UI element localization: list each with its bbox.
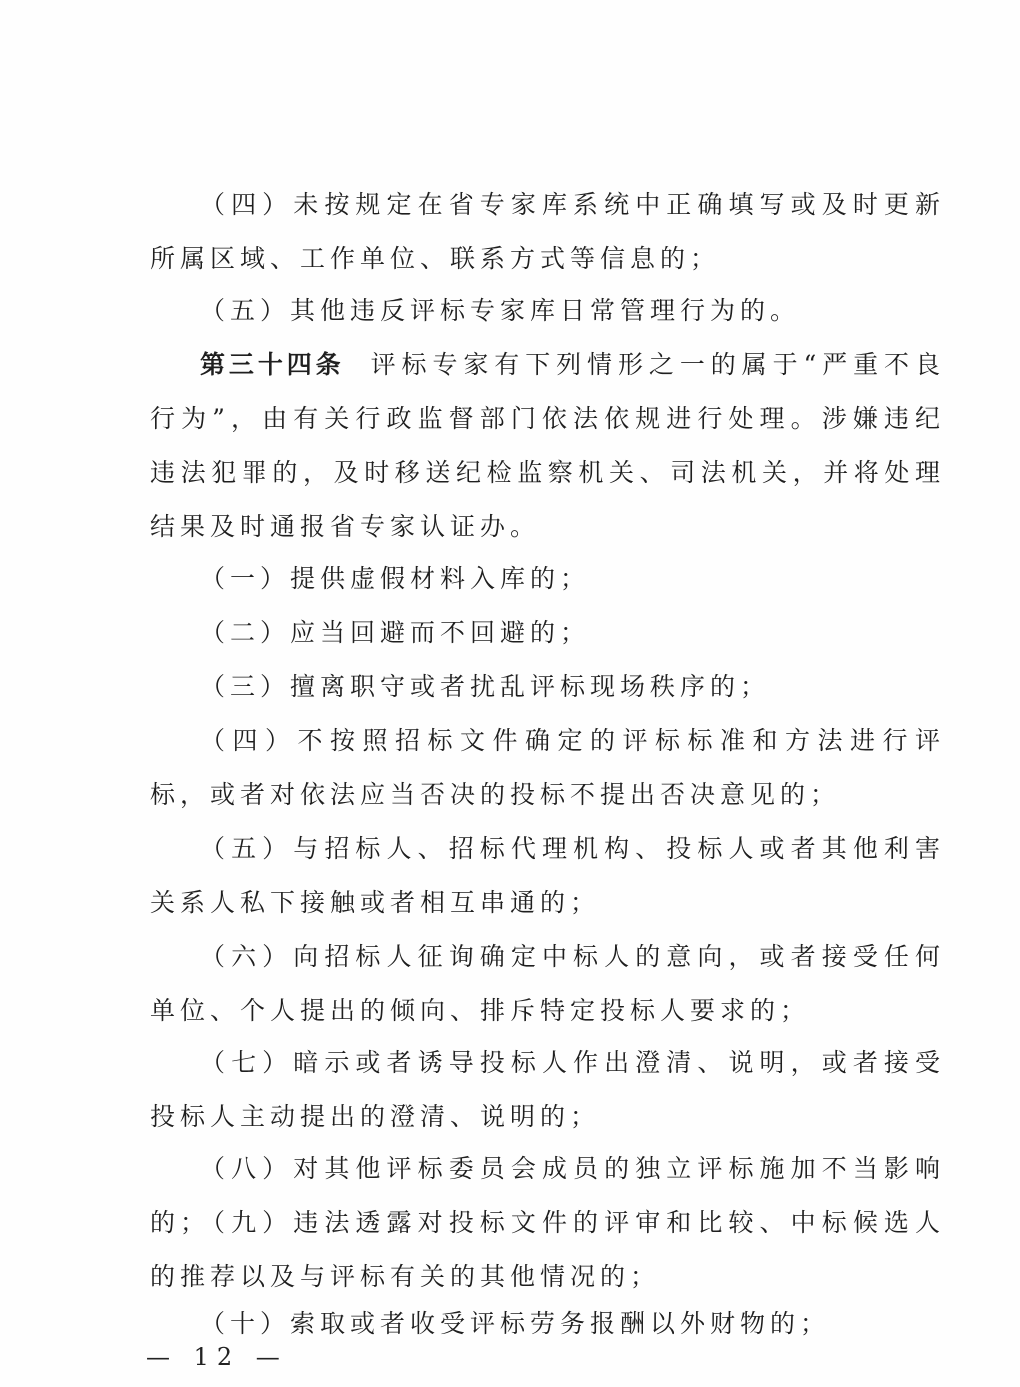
article-heading: 第三十四条 (200, 350, 345, 379)
paragraph-text: （二）应当回避而不回避的； (200, 618, 591, 647)
list-item-4 (150, 714, 945, 822)
paragraph-text: （三）擅离职守或者扰乱评标现场秩序的； (200, 672, 771, 701)
paragraph-text: （五）其他违反评标专家库日常管理行为的。 (200, 296, 801, 325)
paragraph-text: （十）索取或者收受评标劳务报酬以外财物的； (200, 1309, 831, 1338)
list-item-2 (150, 606, 945, 660)
paragraph-text: （四）不按照招标文件确定的评标标准和方法进行评标，或者对依法应当否决的投标不提出否决意见的； (150, 726, 945, 809)
paragraph-text: （六）向招标人征询确定中标人的意向，或者接受任何单位、个人提出的倾向、排斥特定投标人要求的； (150, 942, 945, 1025)
list-item-7 (150, 1036, 945, 1144)
list-item-5 (150, 822, 945, 930)
paragraph-text: （五）与招标人、招标代理机构、投标人或者其他利害关系人私下接触或者相互串通的； (150, 834, 945, 917)
page-number: — 12 — (146, 1343, 288, 1371)
paragraph-text: （九）违法透露对投标文件的评审和比较、中标候选人的推荐以及与评标有关的其他情况的； (150, 1208, 945, 1291)
paragraph-text: （七）暗示或者诱导投标人作出澄清、说明，或者接受投标人主动提出的澄清、说明的； (150, 1048, 945, 1131)
paragraph-text: （四）未按规定在省专家库系统中正确填写或及时更新所属区域、工作单位、联系方式等信息的； (150, 190, 945, 273)
paragraph-text: （一）提供虚假材料入库的； (200, 564, 591, 593)
list-item-1 (150, 552, 945, 606)
list-item-9 (150, 1196, 945, 1304)
clause-item-5-paragraph (150, 284, 945, 338)
list-item-3 (150, 660, 945, 714)
paragraph-text: （八）对其他评标委员会成员的独立评标施加不当影响的； (150, 1154, 945, 1237)
clause-item-4-paragraph (150, 178, 945, 286)
paragraph-text: 评标专家有下列情形之一的属于“严重不良行为”，由有关行政监督部门依法依规进行处理。涉嫌违纪违法犯罪的，及时移送纪检监察机关、司法机关，并将处理结果及时通报省专家认证办。 (150, 350, 945, 541)
article-34-paragraph (150, 338, 945, 554)
list-item-6 (150, 930, 945, 1038)
